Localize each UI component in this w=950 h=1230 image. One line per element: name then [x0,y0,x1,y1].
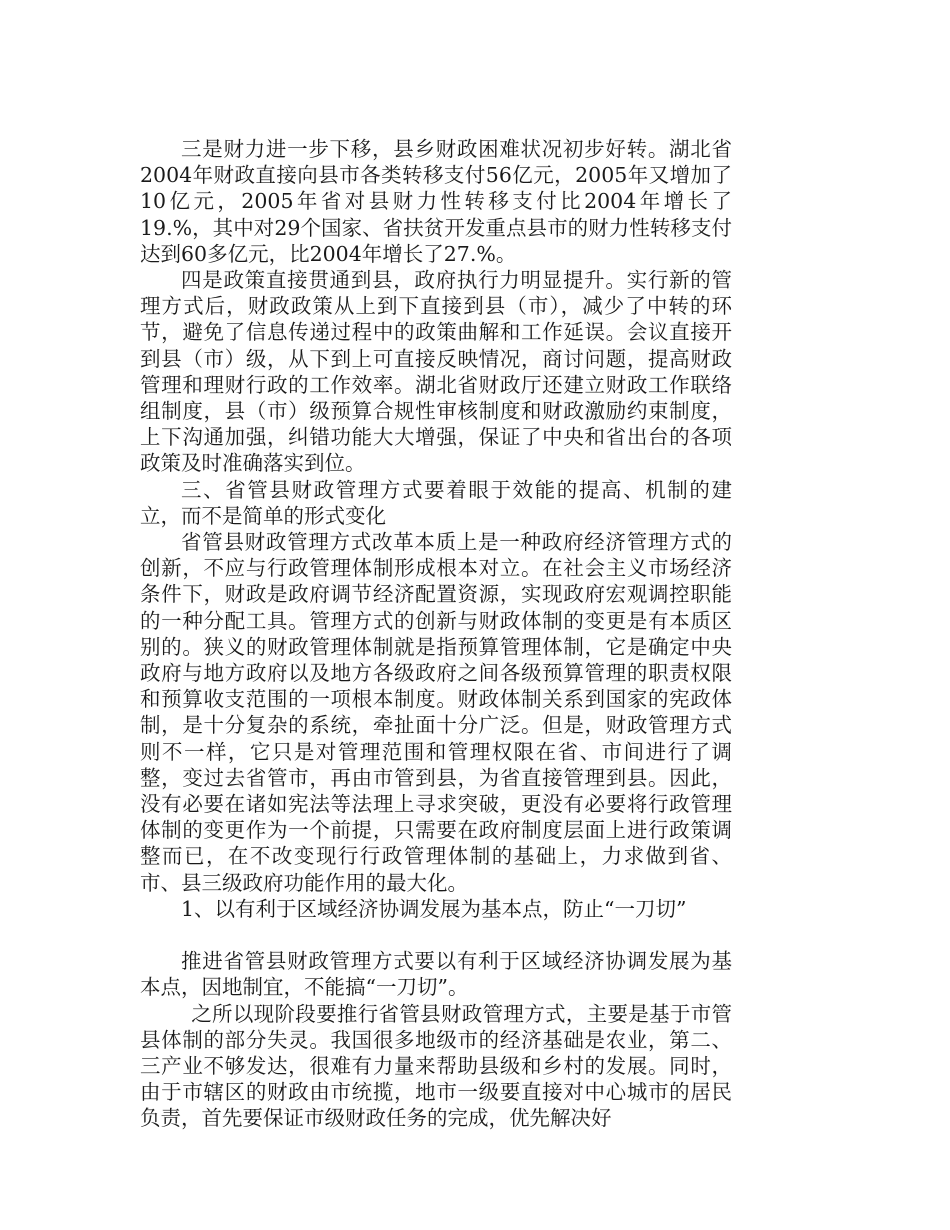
paragraph-policy-direct: 四是政策直接贯通到县，政府执行力明显提升。实行新的管理方式后，财政政策从上到下直接到县（市），减少了中转的环节，避免了信息传递过程中的政策曲解和工作延误。会议直接开到县（市）级，从下到上可直接反映情况，商讨问题，提高财政管理和理财行政的工作效率。湖北省财政厅还建立财政工作联络组制度，县（市）级预算合规性审核制度和财政激励约束制度，上下沟通加强，纠错功能大大增强，保证了中央和省出台的各项政策及时准确落实到位。 [140,268,732,476]
section-heading-efficiency: 三、省管县财政管理方式要着眼于效能的提高、机制的建立，而不是简单的形式变化 [140,477,732,528]
paragraph-regional-development: 推进省管县财政管理方式要以有利于区域经济协调发展为基本点，因地制宜，不能搞“一刀切”。 [140,949,732,1000]
paragraph-fiscal-transfer: 三是财力进一步下移，县乡财政困难状况初步好转。湖北省2004年财政直接向县市各类转移支付56亿元，2005年又增加了10亿元，2005年省对县财力性转移支付比2004年增长了19.%，其中对29个国家、省扶贫开发重点县市的财力性转移支付达到60多亿元，比2004年增长了27.%。 [140,137,732,266]
subsection-heading-regional: 1、以有利于区域经济协调发展为基本点，防止“一刀切” [181,896,687,921]
document-page [140,136,732,1132]
paragraph-reason: 之所以现阶段要推行省管县财政管理方式，主要是基于市管县体制的部分失灵。我国很多地级市的经济基础是农业，第二、三产业不够发达，很难有力量来帮助县级和乡村的发展。同时，由于市辖区的财政由市统揽，地市一级要直接对中心城市的居民负责，首先要保证市级财政任务的完成，优先解决好 [140,1001,732,1131]
paragraph-reform-essence: 省管县财政管理方式改革本质上是一种政府经济管理方式的创新，不应与行政管理体制形成根本对立。在社会主义市场经济条件下，财政是政府调节经济配置资源，实现政府宏观调控职能的一种分配工具。管理方式的创新与财政体制的变更是有本质区别的。狭义的财政管理体制就是指预算管理体制，它是确定中央政府与地方政府以及地方各级政府之间各级预算管理的职责权限和预算收支范围的一项根本制度。财政体制关系到国家的宪政体制，是十分复杂的系统，牵扯面十分广泛。但是，财政管理方式则不一样，它只是对管理范围和管理权限在省、市间进行了调整，变过去省管市，再由市管到县，为省直接管理到县。因此，没有必要在诸如宪法等法理上寻求突破，更没有必要将行政管理体制的变更作为一个前提，只需要在政府制度层面上进行政策调整而已，在不改变现行行政管理体制的基础上，力求做到省、市、县三级政府功能作用的最大化。 [140,530,732,895]
